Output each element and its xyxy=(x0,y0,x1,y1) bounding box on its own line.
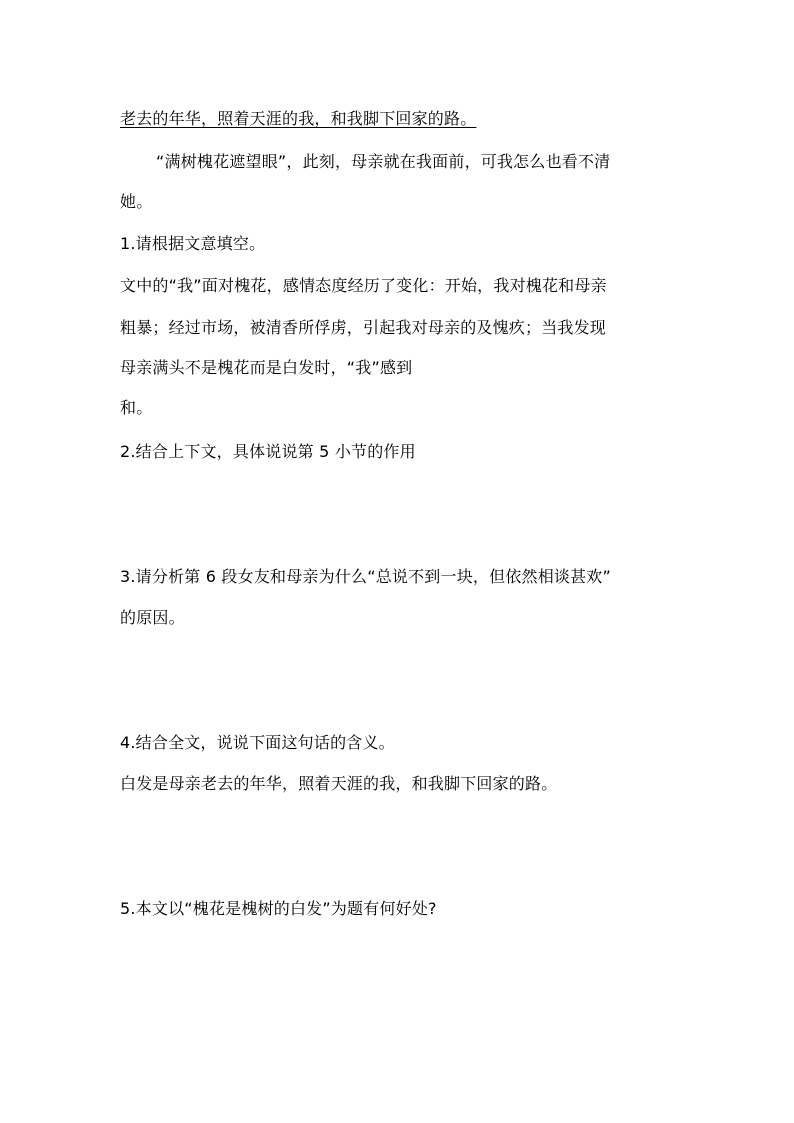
question-5-title: 5.本文以“槐花是槐树的白发”为题有何好处? xyxy=(120,899,437,918)
passage-underlined-line: 老去的年华，照着天涯的我，和我脚下回家的路。 xyxy=(120,109,477,128)
question-1-line-4: 和。 xyxy=(120,398,153,417)
question-4-title: 4.结合全文，说说下面这句话的含义。 xyxy=(120,733,395,752)
passage-paragraph-line-2: 她。 xyxy=(120,192,153,211)
question-3-line-1: 3.请分析第 6 段女友和母亲为什么“总说不到一块，但依然相谈甚欢” xyxy=(120,567,611,586)
question-1-line-2: 粗暴；经过市场，被清香所俘虏，引起我对母亲的及愧疚；当我发现 xyxy=(120,318,607,337)
question-1-line-3: 母亲满头不是槐花而是白发时，“我”感到 xyxy=(120,358,413,377)
question-1-title: 1.请根据文意填空。 xyxy=(120,234,266,253)
question-3-line-2: 的原因。 xyxy=(120,608,185,627)
question-4-quote: 白发是母亲老去的年华，照着天涯的我，和我脚下回家的路。 xyxy=(120,774,558,793)
question-1-line-1: 文中的“我”面对槐花，感情态度经历了变化：开始，我对槐花和母亲 xyxy=(120,276,607,295)
question-2-title: 2.结合上下文，具体说说第 5 小节的作用 xyxy=(120,442,416,461)
passage-paragraph-line-1: “满树槐花遮望眼”，此刻，母亲就在我面前，可我怎么也看不清 xyxy=(156,152,611,171)
